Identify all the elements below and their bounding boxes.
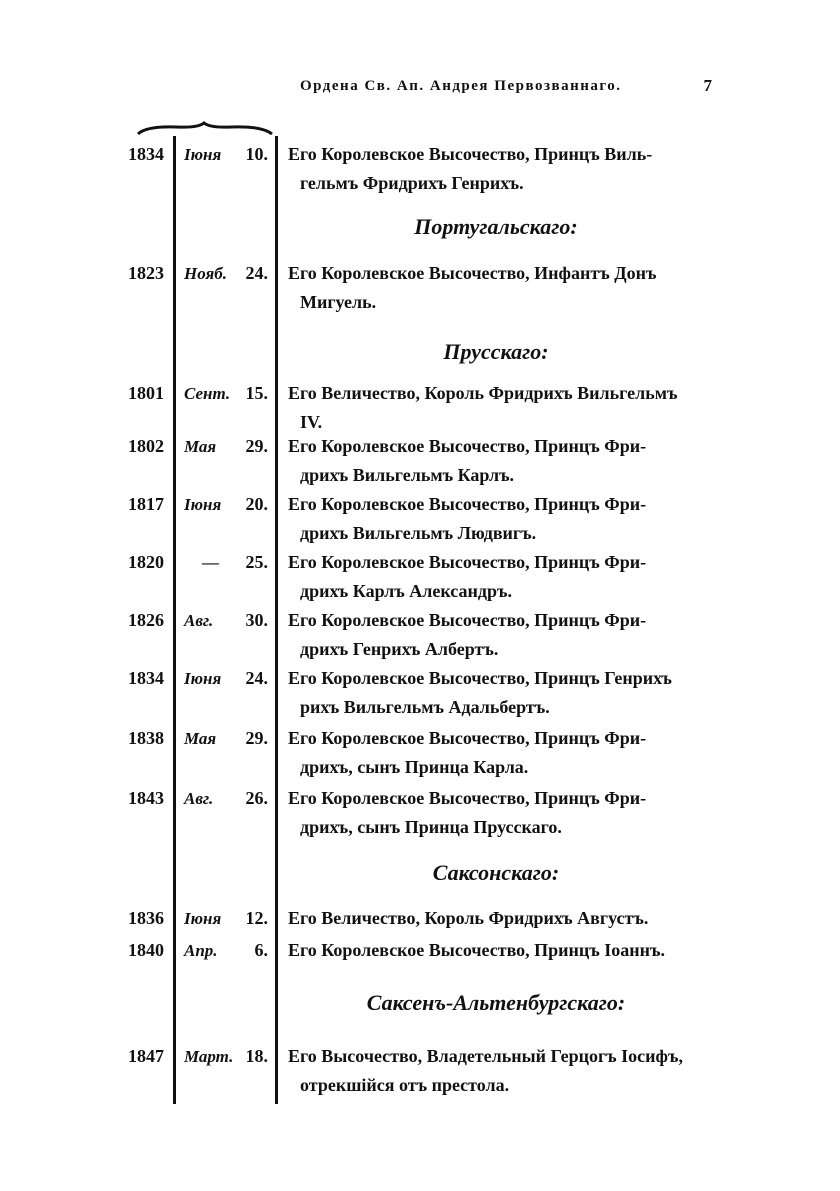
- entry-month: Іюня: [184, 495, 222, 514]
- entry-line: Его Королевское Высочество, Принцъ Фри-: [288, 610, 647, 630]
- entry-line: IV.: [300, 412, 323, 432]
- entry-month: Іюня: [184, 669, 222, 688]
- section-title: Португальскаго:: [414, 214, 578, 239]
- entry-text: [288, 548, 713, 606]
- entry-month: Авг.: [184, 611, 214, 630]
- entry-month: Мая: [184, 729, 217, 748]
- entry-line: дрихъ Вильгельмъ Людвигъ.: [300, 523, 537, 543]
- header-title: Ордена Св. Ап. Андрея Первозваннаго.: [300, 78, 622, 94]
- entry-day: 26.: [245, 788, 268, 808]
- page-number: 7: [703, 76, 712, 95]
- entry-month: Іюня: [184, 145, 222, 164]
- entry-month: —: [202, 553, 219, 572]
- entry-month: Сент.: [184, 384, 231, 403]
- entry-year: 1826: [128, 610, 164, 630]
- entry-year: 1836: [128, 908, 164, 928]
- entry-line: отрекшійся отъ престола.: [300, 1075, 510, 1095]
- entry-text: [288, 259, 713, 317]
- entry-text: [288, 936, 713, 965]
- entry-day: 18.: [245, 1046, 268, 1066]
- entry-line: Его Королевское Высочество, Принцъ Іоаннъ.: [288, 940, 666, 960]
- entry-month: Мая: [184, 437, 217, 456]
- entry-day: 10.: [245, 144, 268, 164]
- entry-day: 25.: [245, 552, 268, 572]
- entry-day: 24.: [245, 263, 268, 283]
- entry-text: [288, 490, 713, 548]
- entry-year: 1820: [128, 552, 164, 572]
- brace-ornament-path: [138, 123, 272, 134]
- entry-year: 1823: [128, 263, 164, 283]
- entry-line: гельмъ Фридрихъ Генрихъ.: [300, 173, 524, 193]
- column-rule-left: [173, 136, 176, 1104]
- entry-text: [288, 432, 713, 490]
- entry-text: [288, 904, 713, 933]
- entry-month: Март.: [184, 1047, 234, 1066]
- running-header: [300, 78, 712, 102]
- entry-line: Его Королевское Высочество, Принцъ Генрихъ: [288, 668, 672, 688]
- entry-day: 29.: [245, 436, 268, 456]
- entry-day: 6.: [254, 940, 268, 960]
- entry-year: 1817: [128, 494, 164, 514]
- entry-text: [288, 784, 713, 842]
- entry-line: Его Королевское Высочество, Инфантъ Донъ: [288, 263, 657, 283]
- entry-line: Его Высочество, Владетельный Герцогъ Іосифъ,: [288, 1046, 683, 1066]
- entry-month: Нояб.: [184, 264, 227, 283]
- column-rule-right: [275, 136, 278, 1104]
- entry-line: Его Королевское Высочество, Принцъ Фри-: [288, 788, 647, 808]
- entry-line: дрихъ, сынъ Принца Прусскаго.: [300, 817, 562, 837]
- entry-text: [288, 1042, 713, 1100]
- entry-year: 1847: [128, 1046, 164, 1066]
- entry-month: Апр.: [184, 941, 218, 960]
- entry-day: 15.: [245, 383, 268, 403]
- entry-month: Авг.: [184, 789, 214, 808]
- section-title: Прусскаго:: [443, 339, 549, 364]
- entry-year: 1838: [128, 728, 164, 748]
- entry-line: Его Королевское Высочество, Принцъ Фри-: [288, 728, 647, 748]
- entry-text: [288, 724, 713, 782]
- entry-text: [288, 379, 713, 437]
- entry-year: 1802: [128, 436, 164, 456]
- entry-month: Іюня: [184, 909, 222, 928]
- section-title: Саксенъ-Альтенбургскаго:: [366, 990, 626, 1015]
- entry-year: 1801: [128, 383, 164, 403]
- entry-line: дрихъ, сынъ Принца Карла.: [300, 757, 529, 777]
- entry-text: [288, 606, 713, 664]
- entry-line: рихъ Вильгельмъ Адальбертъ.: [300, 697, 550, 717]
- entry-line: Его Королевское Высочество, Принцъ Фри-: [288, 436, 647, 456]
- entry-day: 20.: [245, 494, 268, 514]
- entry-day: 12.: [245, 908, 268, 928]
- entry-line: Его Королевское Высочество, Принцъ Фри-: [288, 552, 647, 572]
- section-title: Саксонскаго:: [432, 860, 560, 885]
- entry-text: [288, 140, 713, 198]
- entry-line: дрихъ Карлъ Александръ.: [300, 581, 512, 601]
- entry-line: Его Величество, Король Фридрихъ Августъ.: [288, 908, 649, 928]
- entry-line: дрихъ Генрихъ Албертъ.: [300, 639, 499, 659]
- entry-year: 1843: [128, 788, 164, 808]
- entry-year: 1834: [128, 144, 164, 164]
- entry-year: 1840: [128, 940, 164, 960]
- entry-line: дрихъ Вильгельмъ Карлъ.: [300, 465, 515, 485]
- entry-line: Мигуель.: [300, 292, 377, 312]
- entry-line: Его Королевское Высочество, Принцъ Виль-: [288, 144, 653, 164]
- entry-year: 1834: [128, 668, 164, 688]
- entry-line: Его Королевское Высочество, Принцъ Фри-: [288, 494, 647, 514]
- entry-day: 24.: [245, 668, 268, 688]
- entry-day: 29.: [245, 728, 268, 748]
- entry-text: [288, 664, 713, 722]
- brace-ornament: [136, 120, 276, 140]
- entry-line: Его Величество, Король Фридрихъ Вильгельмъ: [288, 383, 678, 403]
- entry-day: 30.: [245, 610, 268, 630]
